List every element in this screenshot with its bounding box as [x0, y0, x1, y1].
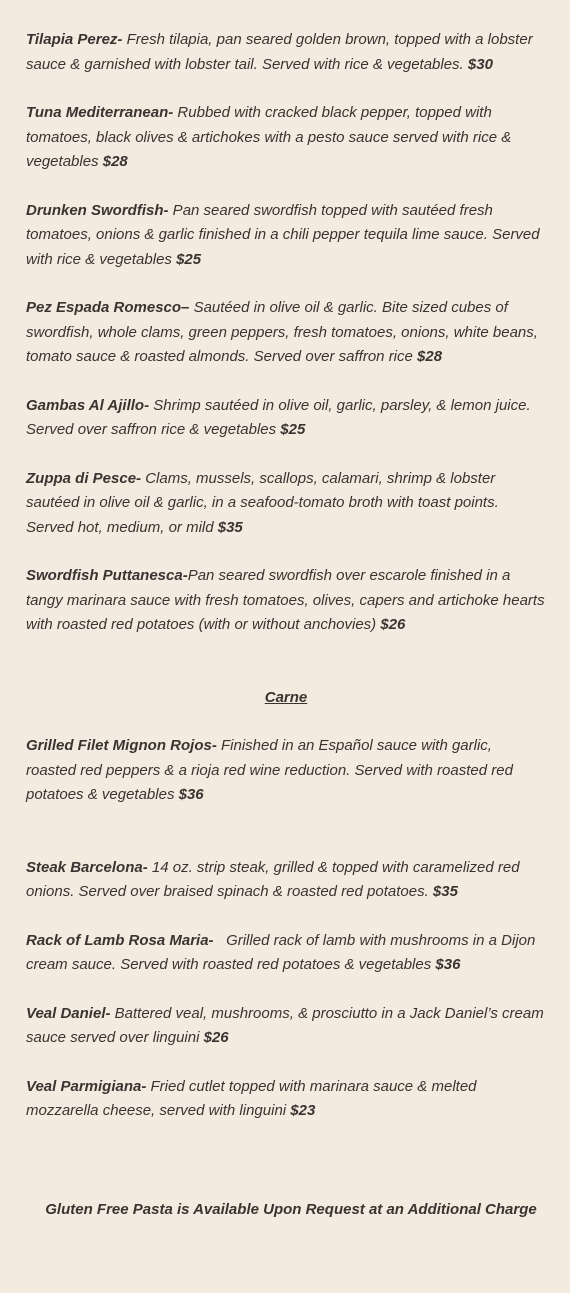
- item-name: Steak Barcelona-: [26, 858, 148, 876]
- item-name: Drunken Swordfish-: [26, 201, 169, 219]
- menu-item-grilled-filet-mignon-rojos: [26, 734, 546, 808]
- item-name: Veal Daniel-: [26, 1004, 111, 1022]
- menu-item-swordfish-puttanesca: [26, 564, 546, 638]
- item-description: Finished in an Español sauce with garlic, roasted red peppers & a rioja red wine reduction. Served with roasted red potatoes & vegetables: [26, 737, 513, 803]
- item-price: $36: [435, 956, 461, 973]
- item-price: $36: [178, 786, 204, 803]
- item-name: Zuppa di Pesce-: [26, 469, 142, 487]
- item-price: $30: [467, 55, 493, 73]
- menu-item-zuppa-di-pesce: [26, 467, 546, 541]
- item-name: Veal Parmigiana-: [26, 1077, 147, 1095]
- item-price: $28: [102, 153, 128, 170]
- menu-item-pez-espada-romesco: [26, 296, 546, 370]
- item-price: $23: [290, 1102, 316, 1119]
- item-name: Gambas Al Ajillo-: [26, 396, 150, 414]
- menu-item-veal-daniel: [26, 1002, 546, 1051]
- item-name: Grilled Filet Mignon Rojos-: [26, 737, 217, 754]
- menu-item-steak-barcelona: [26, 856, 546, 905]
- item-description: Fried cutlet topped with marinara sauce & melted mozzarella cheese, served with linguini: [26, 1077, 477, 1119]
- menu-item-drunken-swordfish: [26, 199, 546, 273]
- item-price: $25: [280, 421, 306, 438]
- item-description: Sautéed in olive oil & garlic. Bite sized cubes of swordfish, whole clams, green peppers, fresh tomatoes, onions, white beans, tomato sauce & roasted almonds. Served over saffron rice: [26, 299, 538, 365]
- menu-page: [26, 28, 546, 1222]
- item-description: Shrimp sautéed in olive oil, garlic, parsley, & lemon juice. Served over saffron rice & vegetables: [26, 396, 531, 438]
- menu-item-tuna-mediterranean: [26, 101, 546, 175]
- item-description: Grilled rack of lamb with mushrooms in a Dijon cream sauce. Served with roasted red potatoes & vegetables: [26, 931, 540, 973]
- item-name: Tuna Mediterranean-: [26, 104, 174, 121]
- menu-item-tilapia-perez: [26, 28, 546, 77]
- item-price: $26: [380, 616, 406, 633]
- item-price: $25: [176, 250, 202, 268]
- item-name: Tilapia Perez-: [26, 31, 123, 48]
- item-name: Pez Espada Romesco–: [26, 299, 190, 316]
- item-description: Pan seared swordfish over escarole finished in a tangy marinara sauce with fresh tomatoes, olives, capers and artichoke hearts with roasted red potatoes (with or without anchovies): [26, 567, 545, 633]
- gluten-free-note: Gluten Free Pasta is Available Upon Request at an Additional Charge: [45, 1200, 537, 1218]
- item-description: Clams, mussels, scallops, calamari, shrimp & lobster sautéed in olive oil & garlic, in a seafood-tomato broth with toast points. Served hot, medium, or mild: [26, 469, 499, 536]
- menu-item-gambas-al-ajillo: [26, 394, 546, 443]
- item-description: Fresh tilapia, pan seared golden brown, topped with a lobster sauce & garnished with lobster tail. Served with rice & vegetables.: [26, 31, 533, 73]
- item-price: $35: [432, 883, 458, 900]
- item-description: 14 oz. strip steak, grilled & topped with caramelized red onions. Served over braised spinach & roasted red potatoes.: [26, 858, 520, 900]
- menu-item-veal-parmigiana: [26, 1075, 546, 1124]
- item-description: Rubbed with cracked black pepper, topped with tomatoes, black olives & artichokes with a pesto sauce served with rice & vegetables: [26, 104, 512, 170]
- item-name: Swordfish Puttanesca-: [26, 567, 188, 584]
- section-title-carne: Carne: [264, 688, 308, 706]
- item-price: $26: [203, 1029, 229, 1046]
- item-name: Rack of Lamb Rosa Maria-: [26, 931, 214, 949]
- item-description: Battered veal, mushrooms, & prosciutto in a Jack Daniel’s cream sauce served over linguini: [26, 1004, 544, 1046]
- item-price: $35: [217, 518, 243, 536]
- item-price: $28: [417, 348, 443, 365]
- menu-item-rack-of-lamb-rosa-maria: [26, 929, 546, 978]
- item-description: Pan seared swordfish topped with sautéed fresh tomatoes, onions & garlic finished in a chili pepper tequila lime sauce. Served with rice & vegetables: [26, 201, 540, 268]
